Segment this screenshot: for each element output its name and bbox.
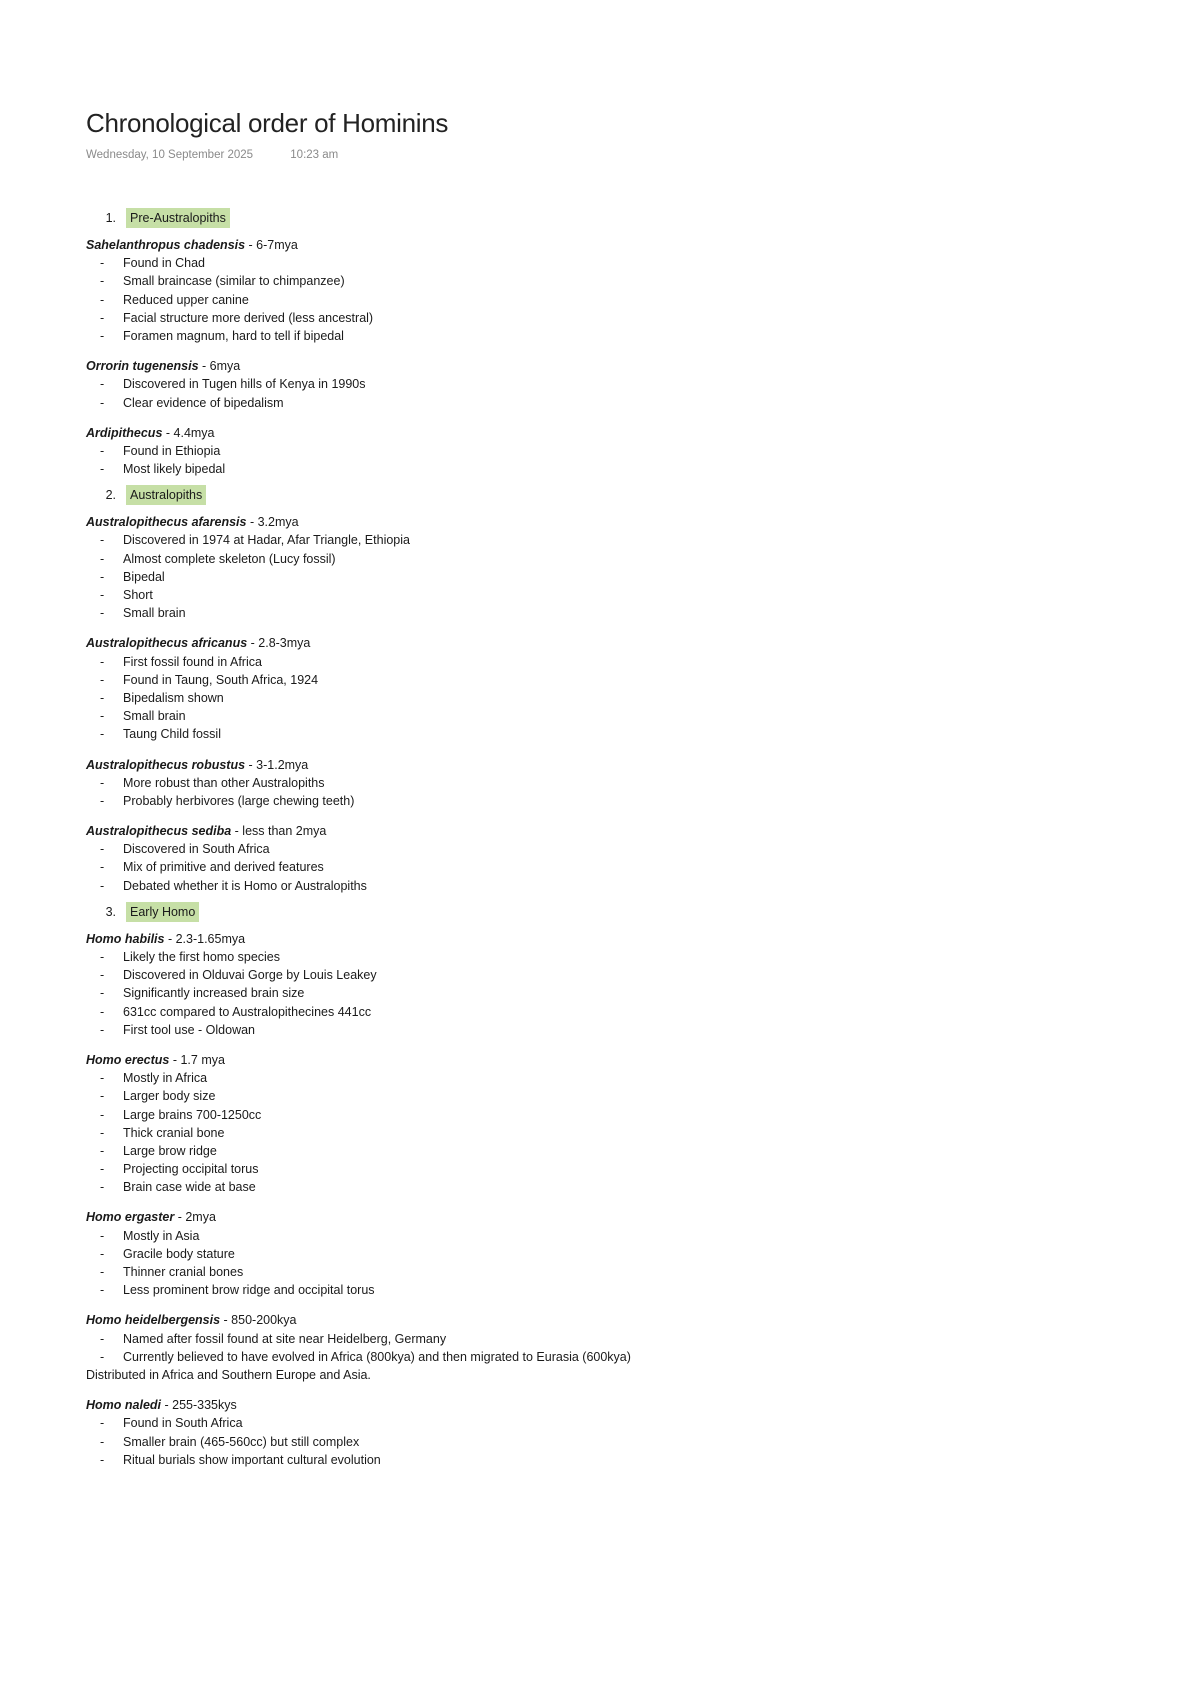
list-item-text: Large brains 700-1250cc [123,1107,262,1122]
list-item [86,394,1146,412]
list-item-text: Brain case wide at base [123,1180,256,1195]
species-name: Homo erectus [86,1052,170,1067]
list-item [86,531,1146,549]
list-item [86,1451,1146,1469]
list-item-text: Smaller brain (465-560cc) but still complex [123,1434,360,1449]
list-item-text: Most likely bipedal [123,462,226,477]
list-item-text: Named after fossil found at site near Heidelberg, Germany [123,1331,447,1346]
list-item [86,254,1146,272]
dash-bullet: - [100,1452,105,1467]
dash-bullet: - [100,654,105,669]
list-item-text: 631cc compared to Australopithecines 441cc [123,1004,372,1019]
dash-bullet: - [100,1283,105,1298]
species-age: - 2.8-3mya [247,636,311,651]
list-item [86,272,1146,290]
list-item-text: Discovered in Tugen hills of Kenya in 1990s [123,377,366,392]
dash-bullet: - [100,793,105,808]
dash-bullet: - [100,310,105,325]
bullet-list [86,254,1146,345]
species-block [86,1208,1146,1299]
species-name: Ardipithecus [86,425,163,440]
species-block [86,424,1146,479]
list-item-text: Mostly in Asia [123,1228,200,1243]
list-item [86,586,1146,604]
dash-bullet: - [100,443,105,458]
list-item [86,291,1146,309]
species-name: Sahelanthropus chadensis [86,238,246,252]
dash-bullet: - [100,1265,105,1279]
list-item [86,604,1146,622]
list-item-text: Projecting occipital torus [123,1162,259,1177]
species-age: - 4.4mya [162,425,215,440]
section-number: 1. [105,210,116,225]
list-item-text: Discovered in Olduvai Gorge by Louis Leakey [123,968,377,983]
species-age: - 6mya [198,359,241,374]
species-heading [86,1208,1146,1226]
note-content [86,206,1146,1469]
dash-bullet: - [100,588,105,602]
list-item-text: Mix of primitive and derived features [123,860,324,875]
dash-bullet: - [100,860,105,875]
bullet-list [86,948,1146,1039]
bullet-list [86,1069,1146,1196]
dash-bullet: - [100,292,105,307]
dash-bullet: - [100,533,105,548]
list-item-text: Clear evidence of bipedalism [123,395,284,410]
dash-bullet: - [100,1331,105,1346]
list-item [86,792,1146,810]
dash-bullet: - [100,1022,105,1037]
dash-bullet: - [100,709,105,724]
list-item-text: Debated whether it is Homo or Australopiths [123,878,367,893]
list-item [86,1003,1146,1021]
dash-bullet: - [100,395,105,410]
list-item-text: Significantly increased brain size [123,986,305,1001]
dash-bullet: - [100,569,105,584]
species-block [86,1051,1146,1197]
dash-bullet: - [100,1180,105,1195]
list-item [86,550,1146,568]
list-item [86,309,1146,327]
list-item [86,858,1146,876]
dash-bullet: - [100,606,105,621]
list-item-text: Mostly in Africa [123,1071,208,1086]
dash-bullet: - [100,878,105,893]
list-item-text: Found in South Africa [123,1416,243,1431]
list-item-text: Discovered in South Africa [123,842,270,857]
dash-bullet: - [100,950,105,964]
list-item-text: Larger body size [123,1089,216,1104]
species-block [86,930,1146,1039]
list-item [86,1021,1146,1039]
list-item [86,1087,1146,1105]
list-item [86,1069,1146,1087]
bullet-list [86,1227,1146,1300]
species-block [86,756,1146,811]
section-highlight: Australopiths [126,485,206,505]
species-heading [86,822,1146,840]
list-item-text: Bipedalism shown [123,690,224,705]
list-item [86,1178,1146,1196]
list-item-text: Less prominent brow ridge and occipital torus [123,1283,375,1298]
species-age: - 2.3-1.65mya [164,931,246,946]
species-heading [86,634,1146,652]
list-item [86,460,1146,478]
list-item [86,1106,1146,1124]
dash-bullet: - [100,1434,105,1449]
species-heading [86,513,1146,531]
species-block [86,357,1146,412]
dash-bullet: - [100,727,105,742]
dash-bullet: - [100,462,105,477]
list-item [86,966,1146,984]
list-item-text: Likely the first homo species [123,950,281,964]
dash-bullet: - [100,1071,105,1086]
dash-bullet: - [100,328,105,343]
species-age: - 255-335kys [161,1398,237,1413]
dash-bullet: - [100,1349,105,1364]
species-name: Homo heidelbergensis [86,1313,221,1328]
list-item-text: Bipedal [123,569,165,584]
dash-bullet: - [100,1089,105,1104]
dash-bullet: - [100,986,105,1001]
species-name: Orrorin tugenensis [86,359,199,374]
section-highlight: Early Homo [126,902,199,922]
species-heading [86,1396,1146,1414]
list-item-text: First fossil found in Africa [123,654,262,669]
species-heading [86,756,1146,774]
species-block [86,634,1146,743]
species-age: - 1.7 mya [169,1052,225,1067]
paragraph-text: Distributed in Africa and Southern Europe and Asia. [86,1367,371,1382]
list-item-text: Reduced upper canine [123,292,249,307]
list-item [86,774,1146,792]
dash-bullet: - [100,274,105,289]
list-item [86,568,1146,586]
list-item [86,1142,1146,1160]
section-heading [86,483,1146,507]
list-item-text: Found in Ethiopia [123,443,221,458]
list-item-text: Thinner cranial bones [123,1265,244,1279]
list-item [86,1330,1146,1348]
dash-bullet: - [100,377,105,392]
list-item-text: Foramen magnum, hard to tell if bipedal [123,328,344,343]
list-item [86,877,1146,895]
list-item-text: Taung Child fossil [123,727,221,742]
dash-bullet: - [100,1143,105,1158]
dash-bullet: - [100,672,105,687]
dash-bullet: - [100,968,105,983]
species-age: - 6-7mya [245,238,298,252]
list-item [86,375,1146,393]
list-item-text: Almost complete skeleton (Lucy fossil) [123,551,336,566]
dash-bullet: - [100,551,105,566]
bullet-list [86,774,1146,810]
species-age: - less than 2mya [231,824,327,839]
list-item-text: Found in Taung, South Africa, 1924 [123,672,319,687]
dash-bullet: - [100,256,105,271]
species-name: Homo naledi [86,1398,162,1413]
species-block [86,1396,1146,1469]
dash-bullet: - [100,1107,105,1122]
dash-bullet: - [100,1246,105,1261]
list-item-text: Currently believed to have evolved in Africa (800kya) and then migrated to Eurasia (600kya) [123,1349,631,1364]
dash-bullet: - [100,1125,105,1140]
species-block [86,236,1146,345]
list-item-text: Facial structure more derived (less ancestral) [123,310,374,325]
list-item-text: More robust than other Australopiths [123,775,325,790]
list-item-text: Thick cranial bone [123,1125,225,1140]
species-block [86,822,1146,895]
list-item-text: Small brain [123,606,186,621]
dash-bullet: - [100,1228,105,1243]
list-item [86,1433,1146,1451]
species-age: - 3.2mya [246,515,299,530]
list-item [86,671,1146,689]
list-item-text: Small brain [123,709,186,724]
section-highlight: Pre-Australopiths [126,208,230,228]
bullet-list [86,375,1146,411]
list-item [86,1348,1146,1366]
page-time: 10:23 am [290,149,339,161]
list-item [86,442,1146,460]
species-name: Australopithecus africanus [86,636,248,651]
species-name: Australopithecus sediba [86,824,232,839]
list-item [86,948,1146,966]
list-item [86,1227,1146,1245]
list-item [86,840,1146,858]
list-item [86,689,1146,707]
list-item-text: Discovered in 1974 at Hadar, Afar Triangle, Ethiopia [123,533,410,548]
species-name: Australopithecus robustus [86,757,246,772]
list-item-text: Probably herbivores (large chewing teeth) [123,793,355,808]
species-heading [86,1311,1146,1329]
list-item-text: Short [123,588,153,602]
section-heading [86,206,1146,230]
list-item [86,1414,1146,1432]
dash-bullet: - [100,1162,105,1177]
species-age: - 2mya [174,1210,216,1225]
list-item-text: Large brow ridge [123,1143,217,1158]
bullet-list [86,531,1146,622]
list-item-text: Gracile body stature [123,1246,235,1261]
bullet-list [86,1414,1146,1469]
species-age: - 850-200kya [220,1313,297,1328]
dash-bullet: - [100,1004,105,1019]
species-age: - 3-1.2mya [245,757,309,772]
species-heading [86,357,1146,375]
bullet-list [86,1330,1146,1366]
list-item-text: Ritual burials show important cultural evolution [123,1452,381,1467]
dash-bullet: - [100,775,105,790]
section-number: 2. [105,488,116,503]
dash-bullet: - [100,690,105,705]
species-block [86,513,1146,622]
section-heading [86,900,1146,924]
species-block [86,1311,1146,1384]
list-item [86,707,1146,725]
page-date: Wednesday, 10 September 2025 [86,149,254,161]
list-item [86,1263,1146,1281]
species-heading [86,424,1146,442]
species-heading [86,236,1146,254]
page-meta [86,149,338,161]
species-name: Homo ergaster [86,1210,175,1225]
list-item [86,725,1146,743]
dash-bullet: - [100,842,105,857]
list-item [86,1281,1146,1299]
section-number: 3. [105,904,116,919]
species-name: Homo habilis [86,931,165,946]
list-item [86,653,1146,671]
list-item-text: Small braincase (similar to chimpanzee) [123,274,345,289]
list-item-text: First tool use - Oldowan [123,1022,255,1037]
bullet-list [86,840,1146,895]
bullet-list [86,442,1146,478]
bullet-list [86,653,1146,744]
dash-bullet: - [100,1416,105,1431]
page-title: Chronological order of Hominins [86,108,449,138]
list-item [86,1245,1146,1263]
list-item [86,1160,1146,1178]
species-heading [86,930,1146,948]
list-item [86,984,1146,1002]
list-item [86,1124,1146,1142]
list-item-text: Found in Chad [123,256,206,271]
species-heading [86,1051,1146,1069]
list-item [86,327,1146,345]
species-name: Australopithecus afarensis [86,515,247,530]
